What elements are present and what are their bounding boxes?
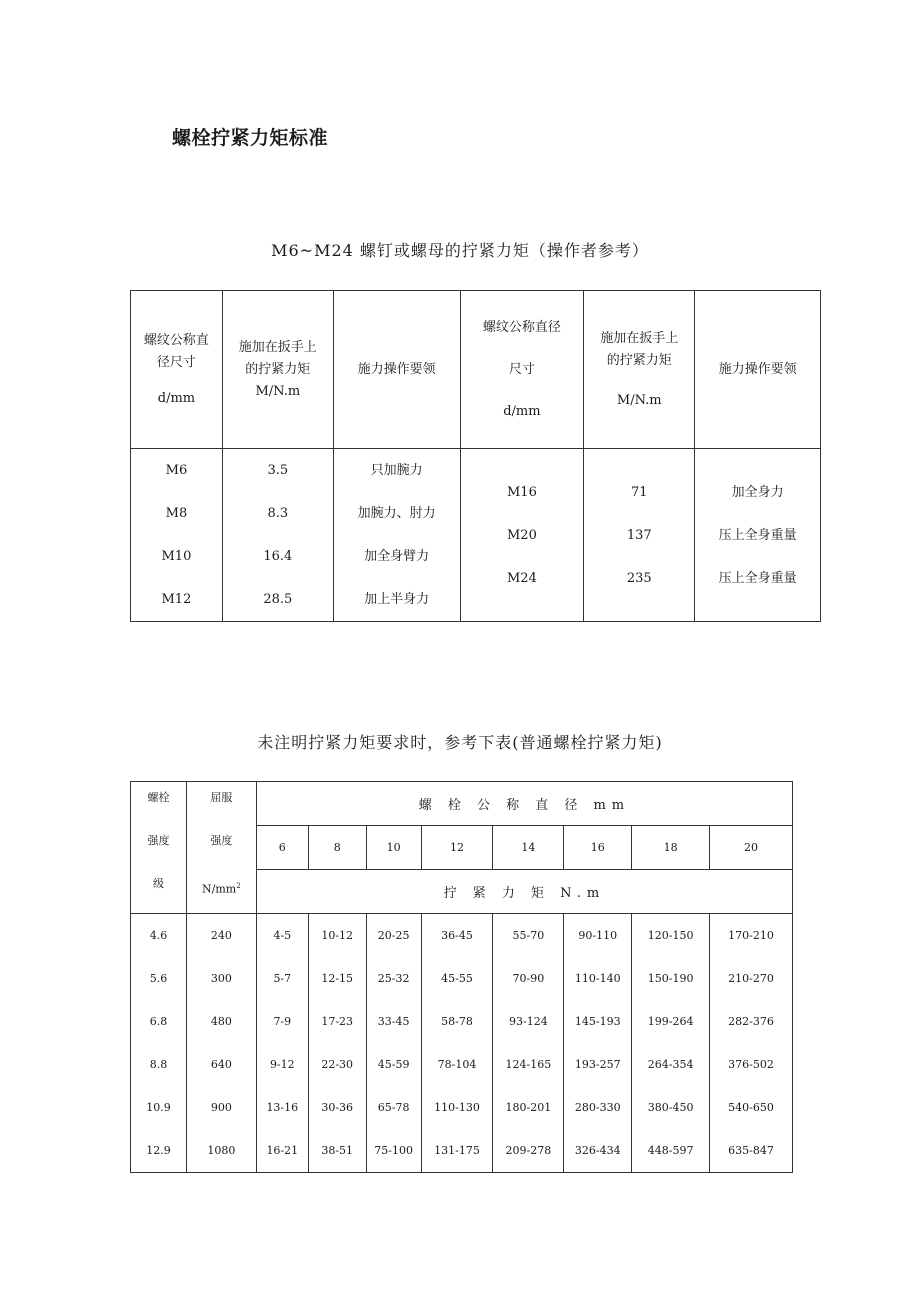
diameter-cell: 20 [710, 826, 793, 870]
torque-range: 20-25 [377, 929, 410, 942]
torque-range: 380-450 [647, 1101, 694, 1114]
torque-column-d20 [710, 914, 793, 1173]
table2-header-row-1 [131, 782, 793, 826]
size-value: M6 [165, 463, 188, 478]
size-value: M10 [161, 549, 192, 564]
torque-range: 25-32 [377, 972, 410, 985]
torque-value: 71 [630, 484, 648, 500]
torque-column-d14 [493, 914, 564, 1173]
header-text: 径尺寸 [156, 354, 196, 370]
torque-reference-table [130, 290, 821, 622]
yield-value: 900 [210, 1101, 232, 1114]
method-value: 加全身臂力 [364, 549, 430, 564]
grade-value: 6.8 [149, 1015, 168, 1028]
torque-column-d18 [632, 914, 710, 1173]
torque-range: 131-175 [434, 1144, 480, 1157]
header-text: 螺纹公称直径 [482, 319, 561, 335]
torque-range: 90-110 [578, 929, 618, 942]
sizes-right-cell [460, 449, 584, 622]
torque-column-d12 [421, 914, 493, 1173]
yield-value: 1080 [207, 1144, 236, 1157]
torque-column-d16 [564, 914, 632, 1173]
header-diameter-left [131, 291, 223, 449]
torque-range: 10-12 [321, 929, 354, 942]
torque-range: 12-15 [321, 972, 354, 985]
torque-range: 120-150 [647, 929, 694, 942]
torque-range: 110-140 [574, 972, 621, 985]
yield-value: 300 [210, 972, 232, 985]
size-value: M12 [161, 592, 192, 607]
header-text: 强度 [147, 834, 170, 847]
header-nominal-diameter: 螺 栓 公 称 直 径 mm [256, 782, 792, 826]
torque-range: 9-12 [269, 1058, 295, 1071]
torque-range: 110-130 [434, 1101, 480, 1114]
torque-range: 199-264 [647, 1015, 694, 1028]
torque-range: 38-51 [321, 1144, 354, 1157]
torque-range: 45-59 [377, 1058, 410, 1071]
torque-value: 3.5 [267, 463, 289, 478]
sizes-left-cell [131, 449, 223, 622]
yield-value: 640 [210, 1058, 232, 1071]
method-value: 加腕力、肘力 [357, 506, 436, 521]
torque-value: 8.3 [267, 506, 289, 521]
torque-range: 22-30 [321, 1058, 354, 1071]
torques-left-cell [222, 449, 333, 622]
method-value: 加全身力 [731, 484, 784, 500]
yield-unit-exponent: 2 [236, 882, 241, 890]
torque-value: 235 [626, 570, 652, 586]
torque-range: 124-165 [505, 1058, 552, 1071]
header-text: 的拧紧力矩 [245, 361, 311, 377]
torque-range: 4-5 [273, 929, 292, 942]
yield-value: 240 [210, 929, 232, 942]
diameter-cell: 18 [632, 826, 710, 870]
torque-range: 58-78 [441, 1015, 473, 1028]
header-text: d/mm [157, 390, 196, 406]
yield-unit: N/mm [202, 882, 237, 896]
grades-cell [131, 914, 187, 1173]
torque-range: 17-23 [321, 1015, 354, 1028]
header-text: 螺纹公称直 [143, 332, 209, 348]
header-torque-right [584, 291, 695, 449]
table1-body-row [131, 449, 821, 622]
size-value: M20 [506, 527, 537, 543]
grade-value: 4.6 [149, 929, 168, 942]
diameter-cell: 6 [256, 826, 308, 870]
diameter-cell: 16 [564, 826, 632, 870]
torque-range: 145-193 [574, 1015, 621, 1028]
method-value: 加上半身力 [364, 592, 430, 607]
torque-range: 33-45 [377, 1015, 410, 1028]
header-text: 级 [152, 877, 164, 890]
header-text: 施加在扳手上 [600, 330, 679, 346]
header-text: M/N.m [255, 383, 301, 399]
torque-column-d8 [308, 914, 366, 1173]
torque-range: 448-597 [647, 1144, 694, 1157]
header-torque-left [222, 291, 333, 449]
header-method-right: 施力操作要领 [695, 291, 821, 449]
torque-value: 16.4 [263, 549, 293, 564]
header-text: 施加在扳手上 [238, 339, 317, 355]
torques-right-cell [584, 449, 695, 622]
torque-range: 264-354 [647, 1058, 694, 1071]
diameter-cell: 8 [308, 826, 366, 870]
torque-range: 5-7 [273, 972, 292, 985]
document-title: 螺栓拧紧力矩标准 [172, 127, 329, 149]
header-text: 强度 [210, 834, 233, 847]
method-value: 只加腕力 [370, 463, 423, 478]
method-value: 压上全身重量 [718, 570, 797, 586]
grade-value: 10.9 [146, 1101, 171, 1114]
header-text: 螺栓 [147, 791, 170, 804]
table2-data-row [131, 914, 793, 1173]
grade-value: 12.9 [146, 1144, 171, 1157]
header-text: 尺寸 [508, 361, 535, 377]
size-value: M8 [165, 506, 188, 521]
torque-range: 36-45 [441, 929, 473, 942]
torque-range: 55-70 [512, 929, 545, 942]
torque-range: 70-90 [512, 972, 545, 985]
torque-value: 28.5 [263, 592, 293, 607]
torque-column-d10 [366, 914, 421, 1173]
torque-range: 7-9 [273, 1015, 292, 1028]
torque-range: 376-502 [728, 1058, 774, 1071]
torque-range: 193-257 [574, 1058, 621, 1071]
grade-value: 5.6 [149, 972, 168, 985]
header-text [187, 868, 256, 911]
table1-header-row [131, 291, 821, 449]
header-text: 的拧紧力矩 [606, 352, 672, 368]
torque-range: 75-100 [374, 1144, 413, 1157]
torque-range: 540-650 [728, 1101, 774, 1114]
torque-range: 30-36 [321, 1101, 354, 1114]
header-method-left: 施力操作要领 [333, 291, 460, 449]
torque-range: 13-16 [266, 1101, 299, 1114]
size-value: M16 [506, 484, 537, 500]
yield-value: 480 [210, 1015, 232, 1028]
grade-value: 8.8 [149, 1058, 168, 1071]
torque-range: 78-104 [437, 1058, 477, 1071]
diameter-cell: 12 [421, 826, 493, 870]
method-value: 压上全身重量 [718, 527, 797, 543]
size-value: M24 [506, 570, 537, 586]
torque-range: 280-330 [574, 1101, 621, 1114]
table1-caption: M6~M24 螺钉或螺母的拧紧力矩（操作者参考） [271, 241, 649, 260]
torque-range: 282-376 [728, 1015, 774, 1028]
header-text: M/N.m [616, 392, 662, 408]
torque-column-d6 [256, 914, 308, 1173]
table2-caption: 未注明拧紧力矩要求时，参考下表(普通螺栓拧紧力矩) [257, 733, 663, 752]
header-text: 屈服 [210, 791, 233, 804]
torque-range: 93-124 [509, 1015, 548, 1028]
torque-range: 180-201 [505, 1101, 552, 1114]
header-diameter-right [460, 291, 584, 449]
header-tightening-torque: 拧 紧 力 矩 N.m [256, 870, 792, 914]
torque-range: 209-278 [505, 1144, 552, 1157]
torque-range: 170-210 [728, 929, 774, 942]
torque-range: 635-847 [728, 1144, 774, 1157]
header-yield [186, 782, 256, 914]
bolt-torque-table [130, 781, 793, 1173]
methods-left-cell [333, 449, 460, 622]
torque-range: 45-55 [441, 972, 473, 985]
yields-cell [186, 914, 256, 1173]
diameter-cell: 10 [366, 826, 421, 870]
torque-range: 150-190 [647, 972, 694, 985]
diameter-cell: 14 [493, 826, 564, 870]
torque-value: 137 [626, 527, 652, 543]
torque-range: 210-270 [728, 972, 774, 985]
methods-right-cell [695, 449, 821, 622]
header-grade [131, 782, 187, 914]
torque-range: 65-78 [377, 1101, 410, 1114]
torque-range: 16-21 [266, 1144, 299, 1157]
torque-range: 326-434 [574, 1144, 621, 1157]
header-text: d/mm [503, 403, 541, 419]
